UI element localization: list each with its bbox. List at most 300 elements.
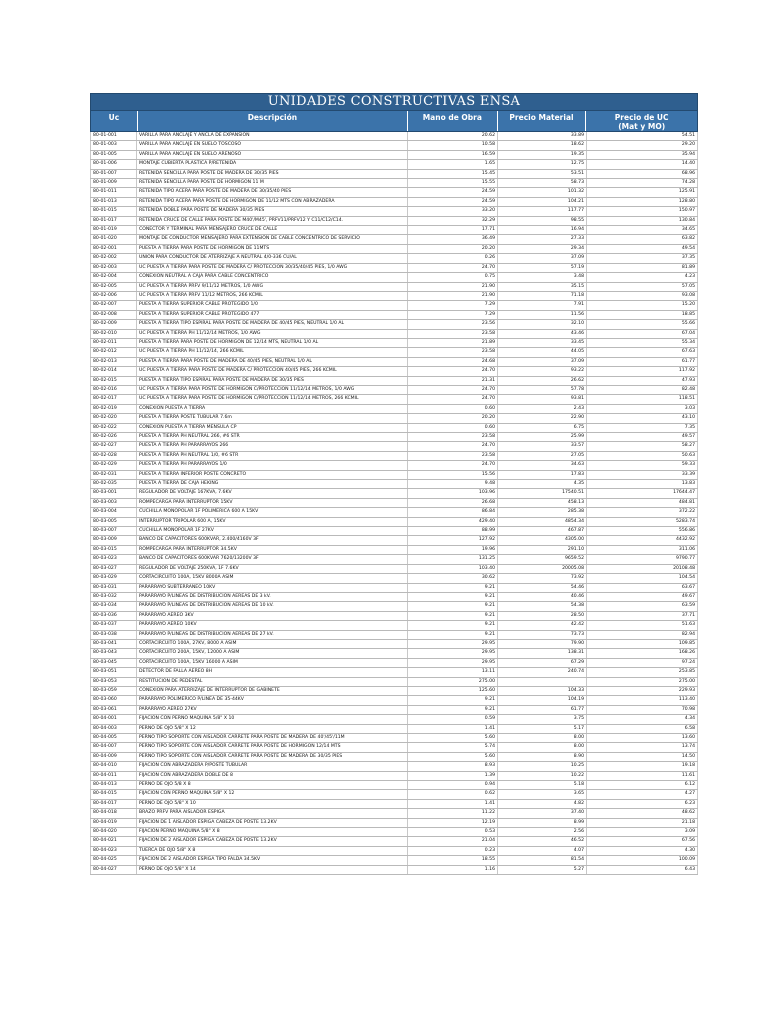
table-row xyxy=(90,235,698,244)
cell-precio-uc: 14.40 xyxy=(587,160,698,168)
cell-precio-uc: 93.08 xyxy=(587,292,698,300)
cell-precio-uc: 57.05 xyxy=(587,283,698,291)
cell-uc: 80-04-009 xyxy=(90,753,137,761)
cell-precio-uc: 67.63 xyxy=(587,348,698,356)
cell-mano-de-obra: 1.39 xyxy=(408,772,498,780)
table-row xyxy=(90,499,698,508)
cell-uc: 80-04-023 xyxy=(90,847,137,855)
table-row xyxy=(90,405,698,414)
table-row xyxy=(90,377,698,386)
cell-precio-uc: 3.03 xyxy=(587,405,698,413)
cell-precio-uc: 59.33 xyxy=(587,461,698,469)
cell-precio-material: 73.92 xyxy=(498,574,587,582)
cell-descripcion: FIJACION PERNO MAQUINA 5/8" X 8 xyxy=(137,828,408,836)
cell-mano-de-obra: 24.59 xyxy=(408,198,498,206)
cell-uc: 80-02-019 xyxy=(90,405,137,413)
cell-precio-uc: 4.23 xyxy=(587,273,698,281)
table-row xyxy=(90,358,698,367)
cell-precio-material: 67.29 xyxy=(498,659,587,667)
table-row xyxy=(90,348,698,357)
cell-descripcion: RETENIDA SENCILLA PARA POSTE DE MADERA DE 30/35 PIES xyxy=(137,170,408,178)
cell-precio-material: 37.40 xyxy=(498,809,587,817)
cell-descripcion: PUESTA A TIERRA PARA POSTE DE MADERA DE 40/45 PIES, NEUTRAL 1/0 AL xyxy=(137,358,408,366)
table-row xyxy=(90,584,698,593)
table-row xyxy=(90,452,698,461)
cell-mano-de-obra: 19.96 xyxy=(408,546,498,554)
cell-uc: 80-02-001 xyxy=(90,245,137,253)
table-row xyxy=(90,772,698,781)
cell-uc: 80-04-007 xyxy=(90,743,137,751)
table-row xyxy=(90,612,698,621)
cell-mano-de-obra: 29.95 xyxy=(408,649,498,657)
table-row xyxy=(90,706,698,715)
table-row xyxy=(90,602,698,611)
cell-precio-material: 8.90 xyxy=(498,753,587,761)
cell-mano-de-obra: 23.58 xyxy=(408,348,498,356)
cell-mano-de-obra: 125.60 xyxy=(408,687,498,695)
cell-uc: 80-03-027 xyxy=(90,565,137,573)
cell-uc: 80-01-005 xyxy=(90,151,137,159)
cell-precio-material: 93.81 xyxy=(498,395,587,403)
table-row xyxy=(90,678,698,687)
cell-uc: 80-03-023 xyxy=(90,555,137,563)
cell-precio-material: 2.43 xyxy=(498,405,587,413)
table-row xyxy=(90,649,698,658)
cell-precio-material: 46.52 xyxy=(498,837,587,845)
cell-precio-uc: 61.77 xyxy=(587,358,698,366)
table-row xyxy=(90,395,698,404)
cell-precio-material: 4854.34 xyxy=(498,518,587,526)
cell-descripcion: UC PUESTA A TIERRA PH 11/12/14 METROS, 1/0 AWG xyxy=(137,330,408,338)
table-row xyxy=(90,800,698,809)
cell-uc: 80-02-028 xyxy=(90,452,137,460)
cell-precio-uc: 67.56 xyxy=(587,837,698,845)
table-row xyxy=(90,687,698,696)
cell-uc: 80-03-037 xyxy=(90,621,137,629)
cell-precio-material: 3.65 xyxy=(498,790,587,798)
cell-mano-de-obra: 13.11 xyxy=(408,668,498,676)
cell-uc: 80-03-009 xyxy=(90,536,137,544)
cell-descripcion: BRAZO PRFV PARA AISLADOR ESPIGA xyxy=(137,809,408,817)
cell-precio-uc: 275.00 xyxy=(587,678,698,686)
cell-precio-material: 3.75 xyxy=(498,715,587,723)
cell-mano-de-obra: 24.70 xyxy=(408,386,498,394)
cell-precio-uc: 311.06 xyxy=(587,546,698,554)
cell-precio-uc: 35.94 xyxy=(587,151,698,159)
cell-precio-uc: 6.43 xyxy=(587,866,698,874)
cell-precio-uc: 20108.48 xyxy=(587,565,698,573)
cell-mano-de-obra: 103.96 xyxy=(408,489,498,497)
cell-precio-material: 54.46 xyxy=(498,584,587,592)
cell-uc: 80-04-003 xyxy=(90,725,137,733)
cell-precio-uc: 17644.47 xyxy=(587,489,698,497)
cell-precio-material: 5.27 xyxy=(498,866,587,874)
cell-descripcion: FIJACION CON PERNO MAQUINA 5/8" X 12 xyxy=(137,790,408,798)
cell-descripcion: PERNO DE OJO 5/8" X 14 xyxy=(137,866,408,874)
table-row xyxy=(90,198,698,207)
table-row xyxy=(90,254,698,263)
table-row xyxy=(90,640,698,649)
cell-precio-material: 19.35 xyxy=(498,151,587,159)
cell-descripcion: UC PUESTA A TIERRA PH 11/12/14, 266 KCMIL xyxy=(137,348,408,356)
cell-precio-uc: 117.92 xyxy=(587,367,698,375)
cell-precio-uc: 47.93 xyxy=(587,377,698,385)
cell-uc: 80-03-059 xyxy=(90,687,137,695)
cell-precio-material: 240.74 xyxy=(498,668,587,676)
cell-precio-material: 18.62 xyxy=(498,141,587,149)
table-row xyxy=(90,527,698,536)
cell-precio-uc: 13.74 xyxy=(587,743,698,751)
cell-precio-uc: 70.98 xyxy=(587,706,698,714)
cell-mano-de-obra: 24.68 xyxy=(408,358,498,366)
cell-precio-material: 28.50 xyxy=(498,612,587,620)
cell-uc: 80-04-027 xyxy=(90,866,137,874)
cell-precio-material: 8.99 xyxy=(498,819,587,827)
sheet-title: UNIDADES CONSTRUCTIVAS ENSA xyxy=(90,93,698,110)
cell-descripcion: PUESTA A TIERRA PARA POSTE DE HORMIGON DE 12/14 MTS, NEUTRAL 1/0 AL xyxy=(137,339,408,347)
cell-precio-uc: 125.91 xyxy=(587,188,698,196)
cell-uc: 80-02-020 xyxy=(90,414,137,422)
cell-precio-material: 5.18 xyxy=(498,781,587,789)
cell-uc: 80-03-038 xyxy=(90,631,137,639)
cell-mano-de-obra: 1.16 xyxy=(408,866,498,874)
table-row xyxy=(90,160,698,169)
cell-mano-de-obra: 29.95 xyxy=(408,640,498,648)
table-row xyxy=(90,311,698,320)
cell-precio-material: 42.42 xyxy=(498,621,587,629)
cell-descripcion: PARARRAYO AEREO 27KV xyxy=(137,706,408,714)
table-row xyxy=(90,367,698,376)
cell-descripcion: UC PUESTA A TIERRA PRFV 9/11/12 METROS, 1/0 AWG xyxy=(137,283,408,291)
cell-precio-uc: 109.85 xyxy=(587,640,698,648)
cell-precio-material: 37.09 xyxy=(498,254,587,262)
header-uc: Uc xyxy=(91,111,138,131)
cell-precio-uc: 82.48 xyxy=(587,386,698,394)
cell-descripcion: UC PUESTA A TIERRA PARA POSTE DE MADERA C/ PROTECCION 40/45 PIES, 266 KCMIL xyxy=(137,367,408,375)
table-row xyxy=(90,659,698,668)
cell-mano-de-obra: 103.40 xyxy=(408,565,498,573)
cell-precio-material: 20005.08 xyxy=(498,565,587,573)
table-row xyxy=(90,330,698,339)
cell-descripcion: RETENIDA DOBLE PARA POSTE DE MADERA 30/35 PIES xyxy=(137,207,408,215)
cell-precio-material: 33.45 xyxy=(498,339,587,347)
cell-uc: 80-01-017 xyxy=(90,217,137,225)
cell-descripcion: PERNO TIPO SOPORTE CON AISLADOR CARRETE PARA POSTE DE MADERA DE 30/35 PIES xyxy=(137,753,408,761)
cell-precio-material: 73.73 xyxy=(498,631,587,639)
cell-precio-uc: 43.10 xyxy=(587,414,698,422)
cell-mano-de-obra: 86.84 xyxy=(408,508,498,516)
cell-precio-uc: 97.24 xyxy=(587,659,698,667)
cell-mano-de-obra: 21.04 xyxy=(408,837,498,845)
cell-precio-uc: 13.60 xyxy=(587,734,698,742)
table-row xyxy=(90,837,698,846)
table-row xyxy=(90,743,698,752)
cell-precio-uc: 104.54 xyxy=(587,574,698,582)
cell-precio-material: 40.46 xyxy=(498,593,587,601)
cell-uc: 80-03-051 xyxy=(90,668,137,676)
cell-precio-material: 54.38 xyxy=(498,602,587,610)
cell-descripcion: CONECTOR Y TERMINAL PARA MENSAJERO CRUCE DE CALLE xyxy=(137,226,408,234)
cell-uc: 80-04-001 xyxy=(90,715,137,723)
cell-uc: 80-02-012 xyxy=(90,348,137,356)
cell-descripcion: CORTACIRCUITO 100A, 27KV, 8000 A ASIM xyxy=(137,640,408,648)
cell-mano-de-obra: 16.59 xyxy=(408,151,498,159)
cell-descripcion: RETENIDA SENCILLA PARA POSTE DE HORMIGON 11 M xyxy=(137,179,408,187)
cell-precio-uc: 55.66 xyxy=(587,320,698,328)
cell-mano-de-obra: 26.68 xyxy=(408,499,498,507)
cell-precio-uc: 4.30 xyxy=(587,847,698,855)
cell-mano-de-obra: 24.70 xyxy=(408,461,498,469)
cell-precio-material: 33.89 xyxy=(498,132,587,140)
cell-precio-material: 35.15 xyxy=(498,283,587,291)
cell-descripcion: VARILLA PARA ANCLAJE Y ANCLA DE EXPANSION xyxy=(137,132,408,140)
cell-mano-de-obra: 11.22 xyxy=(408,809,498,817)
cell-descripcion: UC PUESTA A TIERRA PARA POSTE DE HORMIGON C/PROTECCION 11/12/14 METROS, 1/0 AWG xyxy=(137,386,408,394)
cell-descripcion: RESTITUCION DE PEDESTAL xyxy=(137,678,408,686)
table-row xyxy=(90,518,698,527)
cell-descripcion: CORTACIRCUITO 100A, 15KV 8000A ASIM xyxy=(137,574,408,582)
cell-descripcion: FIJACION CON ABRAZADERA DOBLE DE 8 xyxy=(137,772,408,780)
cell-descripcion: TUERCA DE OJO 5/8" X 8 xyxy=(137,847,408,855)
cell-precio-material: 81.54 xyxy=(498,856,587,864)
cell-descripcion: CONEXION PARA ATERRIZAJE DE INTERRUPTOR DE GABINETE xyxy=(137,687,408,695)
cell-precio-uc: 100.09 xyxy=(587,856,698,864)
cell-mano-de-obra: 0.59 xyxy=(408,715,498,723)
cell-descripcion: CORTACIRCUITO 100A, 15KV 16000 A ASIM xyxy=(137,659,408,667)
cell-descripcion: PUESTA A TIERRA TIPO ESPIRAL PARA POSTE DE MADERA DE 40/45 PIES, NEUTRAL 1/0 AL xyxy=(137,320,408,328)
cell-descripcion: VARILLA PARA ANCLAJE EN SUELO ARENOSO xyxy=(137,151,408,159)
cell-precio-material: 16.94 xyxy=(498,226,587,234)
cell-descripcion: RETENIDA TIPO ACERA PARA POSTE DE HORMIGON DE 11/12 MTS CON ABRAZADERA xyxy=(137,198,408,206)
table-row xyxy=(90,555,698,564)
cell-precio-material: 98.55 xyxy=(498,217,587,225)
cell-uc: 80-02-017 xyxy=(90,395,137,403)
cell-precio-material: 4.07 xyxy=(498,847,587,855)
table-row xyxy=(90,856,698,865)
table-row xyxy=(90,546,698,555)
cell-precio-uc: 19.18 xyxy=(587,762,698,770)
table-row xyxy=(90,433,698,442)
cell-precio-material: 104.19 xyxy=(498,696,587,704)
cell-precio-material: 58.73 xyxy=(498,179,587,187)
cell-uc: 80-01-009 xyxy=(90,179,137,187)
cell-descripcion: REGULADOR DE VOLTAJE 250KVA, 1F 7.6KV xyxy=(137,565,408,573)
cell-descripcion: CUCHILLA MONOPOLAR 1F 27KV xyxy=(137,527,408,535)
cell-mano-de-obra: 21.90 xyxy=(408,292,498,300)
cell-precio-uc: 11.61 xyxy=(587,772,698,780)
cell-descripcion: UNION PARA CONDUCTOR DE ATERRIZAJE A NEUTRAL 4/0-336 CU/AL xyxy=(137,254,408,262)
cell-precio-material: 57.19 xyxy=(498,264,587,272)
cell-precio-material: 17.83 xyxy=(498,471,587,479)
cell-mano-de-obra: 36.49 xyxy=(408,235,498,243)
cell-descripcion: PERNO DE OJO 5/8 X 8 xyxy=(137,781,408,789)
cell-mano-de-obra: 1.41 xyxy=(408,725,498,733)
cell-mano-de-obra: 24.70 xyxy=(408,395,498,403)
cell-precio-uc: 63.59 xyxy=(587,602,698,610)
cell-mano-de-obra: 24.70 xyxy=(408,264,498,272)
cell-mano-de-obra: 29.95 xyxy=(408,659,498,667)
cell-uc: 80-04-021 xyxy=(90,837,137,845)
cell-descripcion: PARARRAYO P/LINEAS DE DISTRIBUCION AEREAS DE 3 kV. xyxy=(137,593,408,601)
cell-precio-material: 43.46 xyxy=(498,330,587,338)
cell-uc: 80-03-005 xyxy=(90,518,137,526)
cell-mano-de-obra: 275.00 xyxy=(408,678,498,686)
table-row xyxy=(90,442,698,451)
cell-precio-material: 101.32 xyxy=(498,188,587,196)
cell-descripcion: FIJACION DE 1 AISLADOR ESPIGA CABEZA DE POSTE 13.2KV xyxy=(137,819,408,827)
table-row xyxy=(90,866,698,875)
cell-precio-material: 61.77 xyxy=(498,706,587,714)
cell-precio-material: 37.09 xyxy=(498,358,587,366)
cell-descripcion: PUESTA A TIERRA PARA POSTE DE HORMIGON DE 11MTS xyxy=(137,245,408,253)
cell-mano-de-obra: 8.93 xyxy=(408,762,498,770)
cell-uc: 80-02-007 xyxy=(90,301,137,309)
cell-descripcion: FIJACION DE 2 AISLADOR ESPIGA TIPO FALDA 34.5KV xyxy=(137,856,408,864)
cell-mano-de-obra: 24.70 xyxy=(408,367,498,375)
cell-mano-de-obra: 0.26 xyxy=(408,254,498,262)
cell-precio-material: 22.90 xyxy=(498,414,587,422)
table-row xyxy=(90,170,698,179)
cell-precio-material: 25.99 xyxy=(498,433,587,441)
cell-precio-uc: 81.89 xyxy=(587,264,698,272)
cell-mano-de-obra: 24.59 xyxy=(408,188,498,196)
cell-mano-de-obra: 0.53 xyxy=(408,828,498,836)
cell-descripcion: PUESTA A TIERRA DE CAJA HEKING xyxy=(137,480,408,488)
cell-precio-uc: 13.83 xyxy=(587,480,698,488)
cell-descripcion: BANCO DE CAPACITORES 600KVAR 7620/13200V 3F xyxy=(137,555,408,563)
table-row xyxy=(90,621,698,630)
cell-mano-de-obra: 1.41 xyxy=(408,800,498,808)
cell-uc: 80-04-020 xyxy=(90,828,137,836)
cell-uc: 80-04-005 xyxy=(90,734,137,742)
cell-uc: 80-03-031 xyxy=(90,584,137,592)
cell-precio-uc: 34.65 xyxy=(587,226,698,234)
table-row xyxy=(90,245,698,254)
table-row xyxy=(90,480,698,489)
cell-precio-uc: 253.85 xyxy=(587,668,698,676)
cell-mano-de-obra: 21.89 xyxy=(408,339,498,347)
cell-descripcion: MONTAJE CUBIERTA PLASTICA P/RETENIDA xyxy=(137,160,408,168)
cell-uc: 80-03-061 xyxy=(90,706,137,714)
cell-descripcion: PERNO TIPO SOPORTE CON AISLADOR CARRETE PARA POSTE DE HORMIGON 12/14 MTS xyxy=(137,743,408,751)
cell-mano-de-obra: 9.21 xyxy=(408,593,498,601)
cell-precio-material: 17540.51 xyxy=(498,489,587,497)
cell-precio-material: 4.82 xyxy=(498,800,587,808)
cell-precio-material: 8.00 xyxy=(498,734,587,742)
cell-uc: 80-02-031 xyxy=(90,471,137,479)
cell-mano-de-obra: 131.25 xyxy=(408,555,498,563)
cell-precio-material: 10.22 xyxy=(498,772,587,780)
table-row xyxy=(90,339,698,348)
cell-precio-material: 5.17 xyxy=(498,725,587,733)
cell-descripcion: UC PUESTA A TIERRA PARA POSTE DE HORMIGON C/PROTECCION 11/12/14 METROS, 266 KCMIL xyxy=(137,395,408,403)
cell-uc: 80-01-019 xyxy=(90,226,137,234)
cell-uc: 80-03-029 xyxy=(90,574,137,582)
table-row xyxy=(90,696,698,705)
cell-precio-uc: 58.27 xyxy=(587,442,698,450)
cell-precio-material: 138.31 xyxy=(498,649,587,657)
cell-mano-de-obra: 9.21 xyxy=(408,706,498,714)
cell-uc: 80-01-007 xyxy=(90,170,137,178)
cell-uc: 80-02-016 xyxy=(90,386,137,394)
cell-precio-uc: 556.86 xyxy=(587,527,698,535)
cell-descripcion: PUESTA A TIERRA PH PARARRAYOS 266 xyxy=(137,442,408,450)
cell-uc: 80-04-025 xyxy=(90,856,137,864)
cell-precio-material: 104.21 xyxy=(498,198,587,206)
cell-mano-de-obra: 127.92 xyxy=(408,536,498,544)
cell-mano-de-obra: 20.62 xyxy=(408,132,498,140)
cell-precio-material: 32.10 xyxy=(498,320,587,328)
cell-descripcion: PERNO TIPO SOPORTE CON AISLADOR CARRETE PARA POSTE DE MADERA DE 40'/45'/11M xyxy=(137,734,408,742)
cell-precio-uc: 82.94 xyxy=(587,631,698,639)
table-row xyxy=(90,217,698,226)
table-row xyxy=(90,536,698,545)
cell-precio-uc: 118.51 xyxy=(587,395,698,403)
cell-uc: 80-02-015 xyxy=(90,377,137,385)
cell-precio-uc: 15.20 xyxy=(587,301,698,309)
table-row xyxy=(90,508,698,517)
cell-precio-uc: 54.51 xyxy=(587,132,698,140)
cell-uc: 80-02-002 xyxy=(90,254,137,262)
cell-mano-de-obra: 33.20 xyxy=(408,207,498,215)
cell-precio-uc: 484.81 xyxy=(587,499,698,507)
cell-mano-de-obra: 0.23 xyxy=(408,847,498,855)
header-precio-uc-line2: (Mat y MO) xyxy=(618,122,666,131)
cell-descripcion: PARARRAYO AEREO 10KV xyxy=(137,621,408,629)
cell-mano-de-obra: 18.55 xyxy=(408,856,498,864)
cell-descripcion: DETECTOR DE FALLA AEREO 8H xyxy=(137,668,408,676)
table-row xyxy=(90,424,698,433)
cell-uc: 80-02-029 xyxy=(90,461,137,469)
table-row xyxy=(90,471,698,480)
cell-descripcion: PARARRAYO P/LINEAS DE DISTRIBUCION AEREAS DE 10 kV. xyxy=(137,602,408,610)
cell-mano-de-obra: 20.20 xyxy=(408,245,498,253)
cell-mano-de-obra: 24.70 xyxy=(408,442,498,450)
table-row xyxy=(90,565,698,574)
cell-mano-de-obra: 23.58 xyxy=(408,330,498,338)
cell-uc: 80-04-011 xyxy=(90,772,137,780)
cell-descripcion: PUESTA A TIERRA POSTE TUBULAR 7.6m xyxy=(137,414,408,422)
cell-uc: 80-03-007 xyxy=(90,527,137,535)
cell-precio-uc: 63.82 xyxy=(587,235,698,243)
cell-descripcion: PUESTA A TIERRA PH NEUTRAL 1/0, #6 STR xyxy=(137,452,408,460)
cell-precio-material: 12.75 xyxy=(498,160,587,168)
table-row xyxy=(90,301,698,310)
cell-uc: 80-02-011 xyxy=(90,339,137,347)
cell-precio-uc: 48.62 xyxy=(587,809,698,817)
table-row xyxy=(90,762,698,771)
cell-uc: 80-01-011 xyxy=(90,188,137,196)
table-row xyxy=(90,847,698,856)
header-descripcion: Descripción xyxy=(138,111,408,131)
cell-mano-de-obra: 9.21 xyxy=(408,612,498,620)
cell-precio-uc: 67.04 xyxy=(587,330,698,338)
cell-mano-de-obra: 21.90 xyxy=(408,283,498,291)
cell-precio-material: 7.91 xyxy=(498,301,587,309)
cell-uc: 80-04-019 xyxy=(90,819,137,827)
cell-descripcion: CONEXION PUESTA A TIERRA xyxy=(137,405,408,413)
cell-precio-uc: 33.39 xyxy=(587,471,698,479)
header-precio-uc-line1: Precio de UC xyxy=(614,113,669,122)
cell-precio-material: 53.51 xyxy=(498,170,587,178)
table-row xyxy=(90,715,698,724)
table-row xyxy=(90,141,698,150)
cell-mano-de-obra: 10.58 xyxy=(408,141,498,149)
cell-uc: 80-03-060 xyxy=(90,696,137,704)
cell-mano-de-obra: 23.58 xyxy=(408,452,498,460)
cell-descripcion: REGULADOR DE VOLTAJE 167KVA, 7.6KV xyxy=(137,489,408,497)
table-row xyxy=(90,828,698,837)
